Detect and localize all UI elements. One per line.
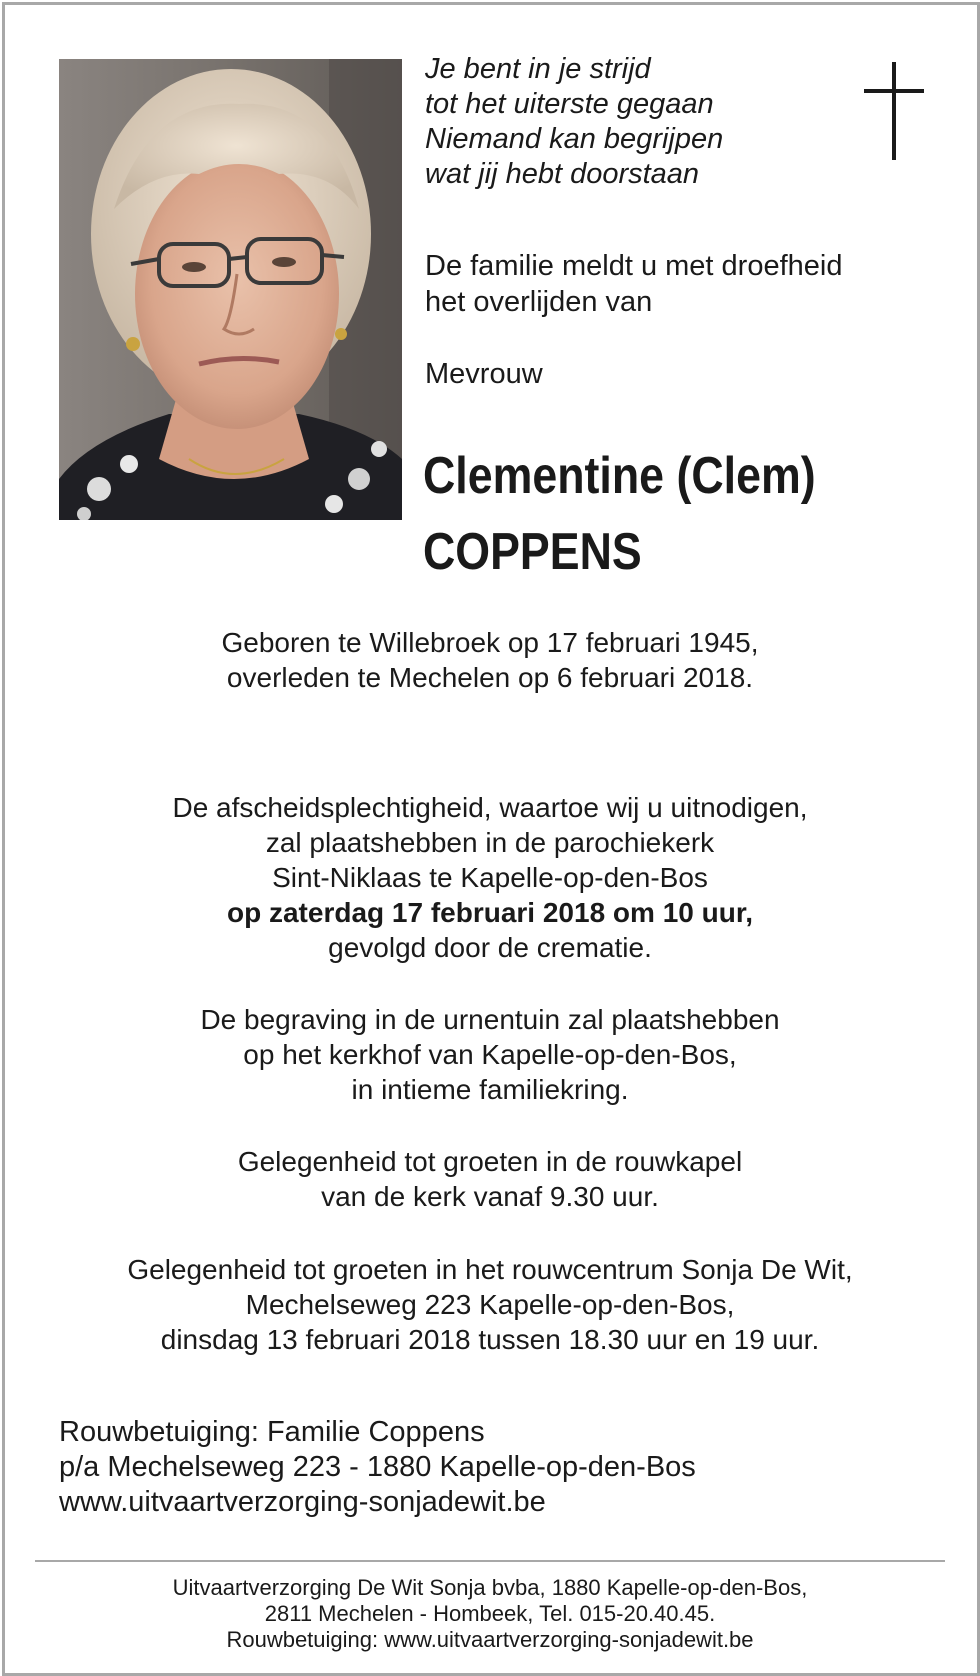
announcement-line: De familie meldt u met droefheid	[425, 250, 843, 282]
first-name: Clementine (Clem)	[423, 447, 816, 505]
burial-line: in intieme familiekring.	[351, 1074, 629, 1105]
footer-line: Rouwbetuiging: www.uitvaartverzorging-sonjadewit.be	[226, 1627, 754, 1652]
birth-line: Geboren te Willebroek op 17 februari 1945,	[221, 627, 759, 658]
contact-line: Rouwbetuiging: Familie Coppens	[59, 1416, 485, 1448]
cross-icon	[864, 62, 924, 160]
burial-line: De begraving in de urnentuin zal plaatshebben	[200, 1004, 780, 1035]
ceremony-line: gevolgd door de crematie.	[328, 932, 652, 963]
website-link[interactable]: www.uitvaartverzorging-sonjadewit.be	[59, 1486, 546, 1518]
salutation: Mevrouw	[425, 358, 543, 390]
funeral-home-footer	[0, 1575, 980, 1653]
footer-divider	[35, 1560, 945, 1562]
deceased-name	[423, 438, 816, 590]
burial-line: op het kerkhof van Kapelle-op-den-Bos,	[243, 1039, 737, 1070]
ceremony-line: zal plaatshebben in de parochiekerk	[265, 827, 715, 858]
death-line: overleden te Mechelen op 6 februari 2018.	[226, 662, 754, 693]
poem-line: Je bent in je strijd	[425, 53, 651, 85]
contact-line: p/a Mechelseweg 223 - 1880 Kapelle-op-den-Bos	[59, 1451, 696, 1483]
life-dates	[0, 625, 980, 695]
greeting-line: Gelegenheid tot groeten in het rouwcentrum Sonja De Wit,	[127, 1254, 853, 1285]
greeting-center	[0, 1252, 980, 1357]
greeting-line: dinsdag 13 februari 2018 tussen 18.30 uur en 19 uur.	[160, 1324, 820, 1355]
footer-line: Uitvaartverzorging De Wit Sonja bvba, 1880 Kapelle-op-den-Bos,	[172, 1575, 808, 1600]
ceremony-date: op zaterdag 17 februari 2018 om 10 uur,	[227, 897, 753, 928]
condolence-contact	[59, 1415, 696, 1520]
ceremony-info	[0, 790, 980, 965]
greeting-line: van de kerk vanaf 9.30 uur.	[321, 1181, 659, 1212]
announcement-line: het overlijden van	[425, 286, 653, 318]
burial-info	[0, 1002, 980, 1107]
announcement	[425, 248, 842, 320]
greeting-church	[0, 1144, 980, 1214]
last-name: COPPENS	[423, 523, 642, 581]
ceremony-line: De afscheidsplechtigheid, waartoe wij u uitnodigen,	[172, 792, 808, 823]
greeting-line: Mechelseweg 223 Kapelle-op-den-Bos,	[245, 1289, 735, 1320]
ceremony-line: Sint-Niklaas te Kapelle-op-den-Bos	[272, 862, 708, 893]
greeting-line: Gelegenheid tot groeten in de rouwkapel	[237, 1146, 743, 1177]
footer-line: 2811 Mechelen - Hombeek, Tel. 015-20.40.45.	[264, 1601, 716, 1626]
poem-line: wat jij hebt doorstaan	[425, 158, 700, 190]
poem	[425, 52, 723, 192]
poem-line: Niemand kan begrijpen	[425, 123, 724, 155]
portrait-photo	[59, 59, 402, 520]
poem-line: tot het uiterste gegaan	[425, 88, 714, 120]
